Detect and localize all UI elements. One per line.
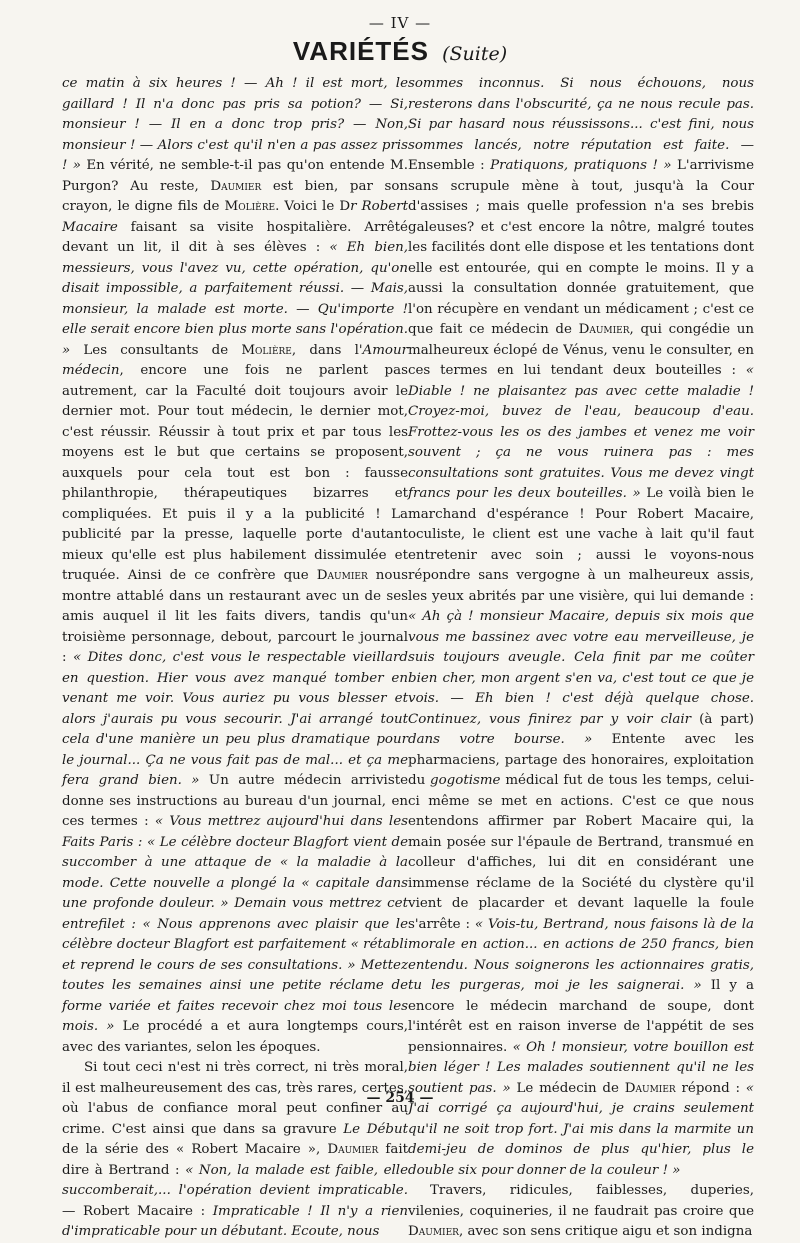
text-run: Entente avec les pharmaciens, partage des honoraires, exploitation du: [408, 732, 754, 788]
section-title: VARIÉTÉS: [292, 36, 429, 66]
small-caps-run: Daumier: [210, 178, 262, 194]
italic-run: « Ah çà ! monsieur Macaire, depuis six mois que vous me bassinez avec votre eau merveilleuse, je suis toujours aveugle. Cela finit par me coûter bien cher, mon argent s'en va, c'est tout ce que je vois. — Eh bien ! c'est déjà quelque chose. Continuez, vous finirez par y voir clair: [408, 609, 754, 727]
small-caps-run: Molière: [224, 199, 276, 214]
paragraph: [62, 1058, 408, 1243]
italic-run: « Vois-tu, Bertrand, nous faisons là de la morale en action... en actions de 250 francs, bien entendu. Nous soignerons les actionnaires gratis, tu les purgeras, moi je les saignerai. »: [408, 916, 755, 993]
text-run: — Ensemble :: [408, 137, 754, 173]
text-run: , dans l': [291, 342, 363, 358]
left-column: [62, 74, 408, 1243]
small-caps-run: Daumier: [408, 1224, 459, 1239]
text-run: médical fut de tous les temps, celui-ci même se met en actions. C'est ce que nous entendons affirmer par Robert Macaire qui, la main posée sur l'épaule de Bertrand, transmué en colleur d'affiches, lui dit en considérant une immense réclame de la Société du clystère qu'il vient de placarder et devant laquelle la foule s'arrête :: [408, 773, 754, 932]
italic-run: dans votre bourse. »: [408, 732, 593, 747]
text-run: fait dire à Bertrand :: [62, 1142, 408, 1178]
text-run: Il y a encore le médecin marchand de soupe, dont l'intérêt est en raison inverse de l'appétit de ses pensionnaires.: [408, 978, 755, 1055]
italic-run: « Non, la malade est faible, elle succomberait,... l'opération devient impraticable.: [62, 1162, 408, 1198]
italic-run: « Diable ! ne plaisantez pas avec cette maladie ! Croyez-moi, buvez de l'eau, beaucoup d'eau. Frottez-vous les os des jambes et venez me voir souvent ; ça ne vous ruinera pas : mes consultations sont gratuites. Vous me devez vingt francs pour les deux bouteilles. »: [408, 363, 754, 501]
small-caps-run: Daumier: [327, 1142, 379, 1157]
text-run: Travers, ridicules, faiblesses, duperies, vilenies, coquineries, il ne faudrait pas croire que: [408, 1183, 754, 1219]
italic-run: Pratiquons, pratiquons ! »: [490, 158, 672, 173]
text-run: répond :: [675, 1080, 746, 1096]
page-number: — 254 —: [366, 1090, 434, 1106]
italic-run: « Dites donc, c'est vous le respectable vieillard en question. Hier vous avez manqué tomber en venant me voir. Vous auriez pu vous blesser et alors j'aurais pu vous secourir. J'ai arrangé tout cela d'une manière un peu plus dramatique pour le journal... Ça ne vous fait pas de mal... et ça me fera grand bien. »: [62, 650, 408, 788]
small-caps-run: Daumier: [624, 1080, 676, 1096]
text-run: Le procédé a et aura longtemps cours, avec des variantes, selon les époques.: [62, 1019, 408, 1055]
text-run: , encore une fois ne parlent pas autrement, car la Faculté doit toujours avoir le dernier mot. Pour tout médecin, le dernier mot, c'est réussir. Réussir à tout prix et par tous les moyens est le but que certains se proposent, auxquels pour cela tout est bon : fausse philanthropie, thérapeutiques bizarres et compliquées. Et puis il y a la publicité ! La publicité par la presse, laquelle porte d'autant mieux qu'elle est plus habilement dissimulée et truquée. Ainsi de ce confrère que: [62, 363, 408, 583]
italic-run: « Eh bien, messieurs, vous l'avez vu, cette opération, qu'on disait impossible, a parfaitement réussi. — Mais, monsieur, la malade est morte. — Qu'importe ! elle serait encore bien plus morte sans l'opération. »: [62, 240, 408, 358]
text-run: , avec son sens critique aigu et son indigna: [458, 1224, 753, 1239]
section-header: [0, 36, 800, 67]
italic-run: Impraticable ! Il n'y a rien d'impraticable pour un débutant. Ecoute, nous: [62, 1203, 408, 1239]
italic-run: ce matin à six heures ! — Ah ! il est mort, le gaillard ! Il n'a donc pas pris sa potion? — Si, monsieur ! — Il en a donc trop pris? — Non, monsieur ! — Alors c'est qu'il n'en a pas assez pris ! »: [62, 76, 408, 173]
text-run: En vérité, ne semble-t-il pas qu'on entende M. Purgon? Au reste,: [62, 158, 408, 194]
small-caps-run: Daumier: [316, 568, 368, 583]
text-run: (à part): [691, 711, 754, 727]
italic-run: « J'ai corrigé ça aujourd'hui, je crains seulement qu'il ne soit trop fort. J'ai mis dans la marmite un demi-jeu de dominos de plus qu'hier, plus le double six pour donner de la couleur ! »: [408, 1080, 754, 1178]
text-run: Le médecin de: [510, 1080, 625, 1096]
small-caps-run: Daumier: [578, 322, 630, 337]
text-run: Si tout ceci n'est ni très correct, ni très moral, il est malheureusement des cas, très rares, certes, où l'abus de confiance moral peut confiner au crime. C'est ainsi que dans sa gravure: [62, 1060, 408, 1137]
paragraph: [408, 74, 754, 1181]
italic-run: gogotisme: [430, 773, 501, 788]
section-subtitle: (Suite): [442, 43, 508, 65]
small-caps-run: Molière: [241, 342, 292, 358]
italic-run: Amour médecin: [62, 342, 408, 378]
text-run: nous montre attablé dans un restaurant avec un de ses amis auquel il lit les faits divers, tandis qu'un troisième personnage, debout, parcourt le journal :: [62, 568, 408, 665]
text-run: , qui congédie un malheureux éclopé de Vénus, venu le consulter, en ces termes en lui tendant deux bouteilles :: [408, 322, 755, 378]
text-run: L'arrivisme sans scrupule mène à tout, jusqu'à la Cour d'assises ; mais quelle profession n'a ses brebis galeuses? et c'est encore la nôtre, malgré toutes les facilités dont elle dispose et les tentations dont elle est entourée, qui en compte le moins. Il y a aussi la consultation donnée gratuitement, que l'on récupère en vendant un médicament ; c'est ce que fait ce médecin de: [408, 158, 754, 337]
italic-run: « Oh ! monsieur, votre bouillon est bien léger ! Les malades soutiennent qu'il ne les soutient pas. »: [408, 1039, 755, 1096]
italic-run: Le Début: [343, 1121, 408, 1137]
italic-run: « Vous mettrez aujourd'hui dans les Faits Paris : « Le célèbre docteur Blagfort vient de succomber à une attaque de « la maladie à la mode. Cette nouvelle a plongé la « capitale dans une profonde douleur. » Demain vous mettrez cet entrefilet : « Nous apprenons avec plaisir que le célèbre docteur Blagfort est parfaitement « rétabli et reprend le cours de ses consultations. » Mettez toutes les semaines ainsi une petite réclame de forme variée et faites recevoir chez moi tous les mois. »: [62, 814, 409, 1034]
right-column: [408, 74, 754, 1243]
text-run: Les consultants de: [70, 342, 242, 358]
text-run: est bien, par son crayon, le digne fils de: [62, 178, 409, 214]
text-run: — Robert Macaire :: [62, 1203, 213, 1219]
roman-page-number: — IV —: [368, 14, 432, 32]
paragraph: [408, 1181, 754, 1243]
italic-run: sommes inconnus. Si nous échouons, nous resterons dans l'obscurité, ça ne nous recule pas. Si par hasard nous réussissons... c'est fini, nous sommes lancés, notre réputation est faite.: [408, 76, 754, 153]
text-run: Le voilà bien le marchand d'espérance ! Pour Robert Macaire, oculiste, le client est une vache à lait qu'il faut entretenir avec soin ; aussi le voyons-nous répondre sans vergogne à un malheureux assis, les yeux abrités par une visière, qui lui demande :: [408, 486, 754, 604]
text-run: Un autre médecin arriviste donne ses instructions au bureau d'un journal, en ces termes :: [62, 773, 408, 829]
text-run: . Voici le D: [275, 199, 351, 214]
text-run: faisant sa visite hospitalière. Arrêté devant un lit, il dit à ses élèves :: [62, 219, 408, 255]
italic-run: r Robert Macaire: [62, 199, 408, 235]
paragraph: [62, 74, 408, 1058]
text-run: de la série des « Robert Macaire »,: [62, 1142, 328, 1157]
